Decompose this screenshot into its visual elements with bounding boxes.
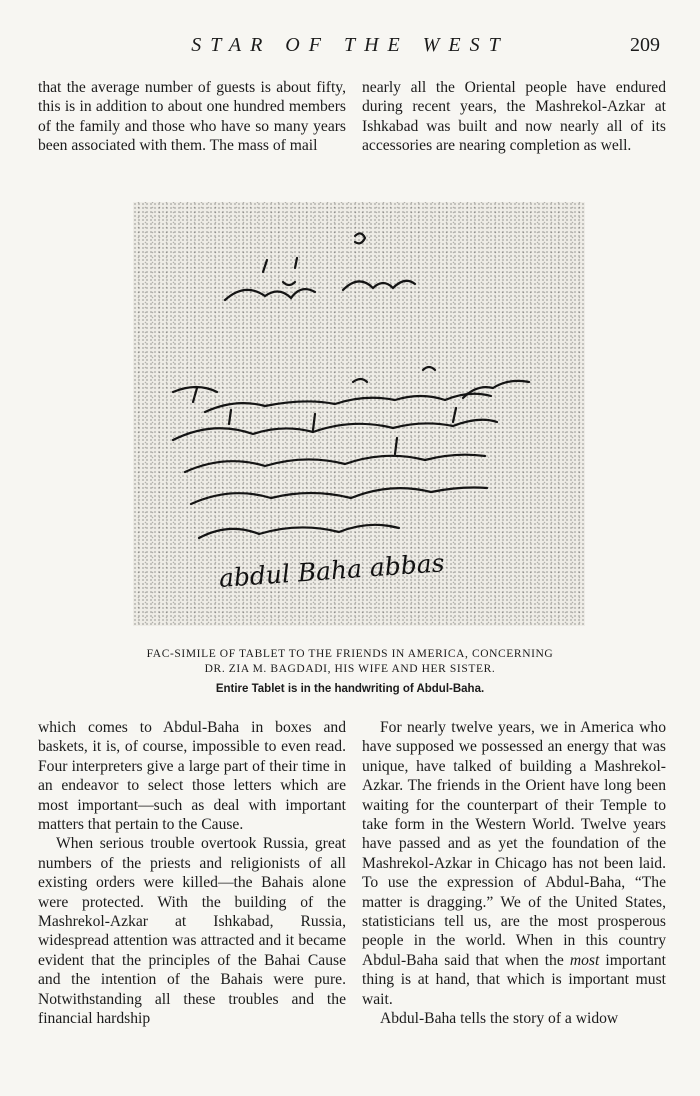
paragraph: When serious trouble overtook Russia, great numbers of the priests and religionists of all existing orders were killed—the Bahais alone were protected. With the building of the Mashrekol-Azkar at Ishkabad, Russia, widespread attention was attracted and it became evident that the principles of the Bahai Cause and the intention of the Bahais were pure. Notwithstanding all these troubles and the financial hardship	[38, 835, 346, 1028]
text-run: important thing is at hand, that which is important must wait.	[362, 951, 666, 1008]
journal-title: STAR OF THE WEST	[191, 34, 509, 56]
caption-line: DR. ZIA M. BAGDADI, HIS WIFE AND HER SISTER.	[204, 663, 496, 675]
signature: abdul Baha abbas	[217, 548, 446, 593]
running-header	[40, 34, 660, 64]
page-number: 209	[630, 34, 660, 56]
top-right-column	[362, 78, 666, 156]
emphasis: most	[569, 951, 600, 969]
bottom-left-column	[38, 718, 346, 1029]
top-left-column	[38, 78, 346, 156]
paragraph	[362, 718, 666, 1009]
tablet-facsimile-image	[133, 202, 585, 626]
bottom-right-column	[362, 718, 666, 1029]
paragraph: Abdul-Baha tells the story of a widow	[380, 1010, 619, 1028]
paragraph: that the average number of guests is about fifty, this is in addition to about one hundred members of the family and those who have so many years been associated with them. The mass of mail	[38, 79, 346, 155]
figure-caption	[40, 647, 660, 677]
text-run: For nearly twelve years, we in America who have supposed we possessed an energy that was unique, have talked of building a Mashrekol-Azkar. The friends in the Orient have long been waiting for the counterpart of their Temple to take form in the Western World. Twelve years have passed and as yet the foundation of the Mashrekol-Azkar in Chicago has not been laid. To use the expression of Abdul-Baha, “The matter is dragging.” We of the United States, statisticians tell us, are the most prosperous people in the world. When in this country Abdul-Baha said that when the	[362, 719, 666, 969]
caption-line: FAC-SIMILE OF TABLET TO THE FRIENDS IN AMERICA, CONCERNING	[146, 648, 554, 660]
paragraph: nearly all the Oriental people have endured during recent years, the Mashrekol-Azkar at Ishkabad was built and now nearly all of its accessories are nearing completion as well.	[362, 79, 666, 155]
paragraph: which comes to Abdul-Baha in boxes and baskets, it is, of course, impossible to even read. Four interpreters give a large part of their time in an endeavor to select those letters which are most important—such as deal with important matters that pertain to the Cause.	[38, 719, 346, 834]
figure-note: Entire Tablet is in the handwriting of Abdul-Baha.	[215, 683, 485, 695]
